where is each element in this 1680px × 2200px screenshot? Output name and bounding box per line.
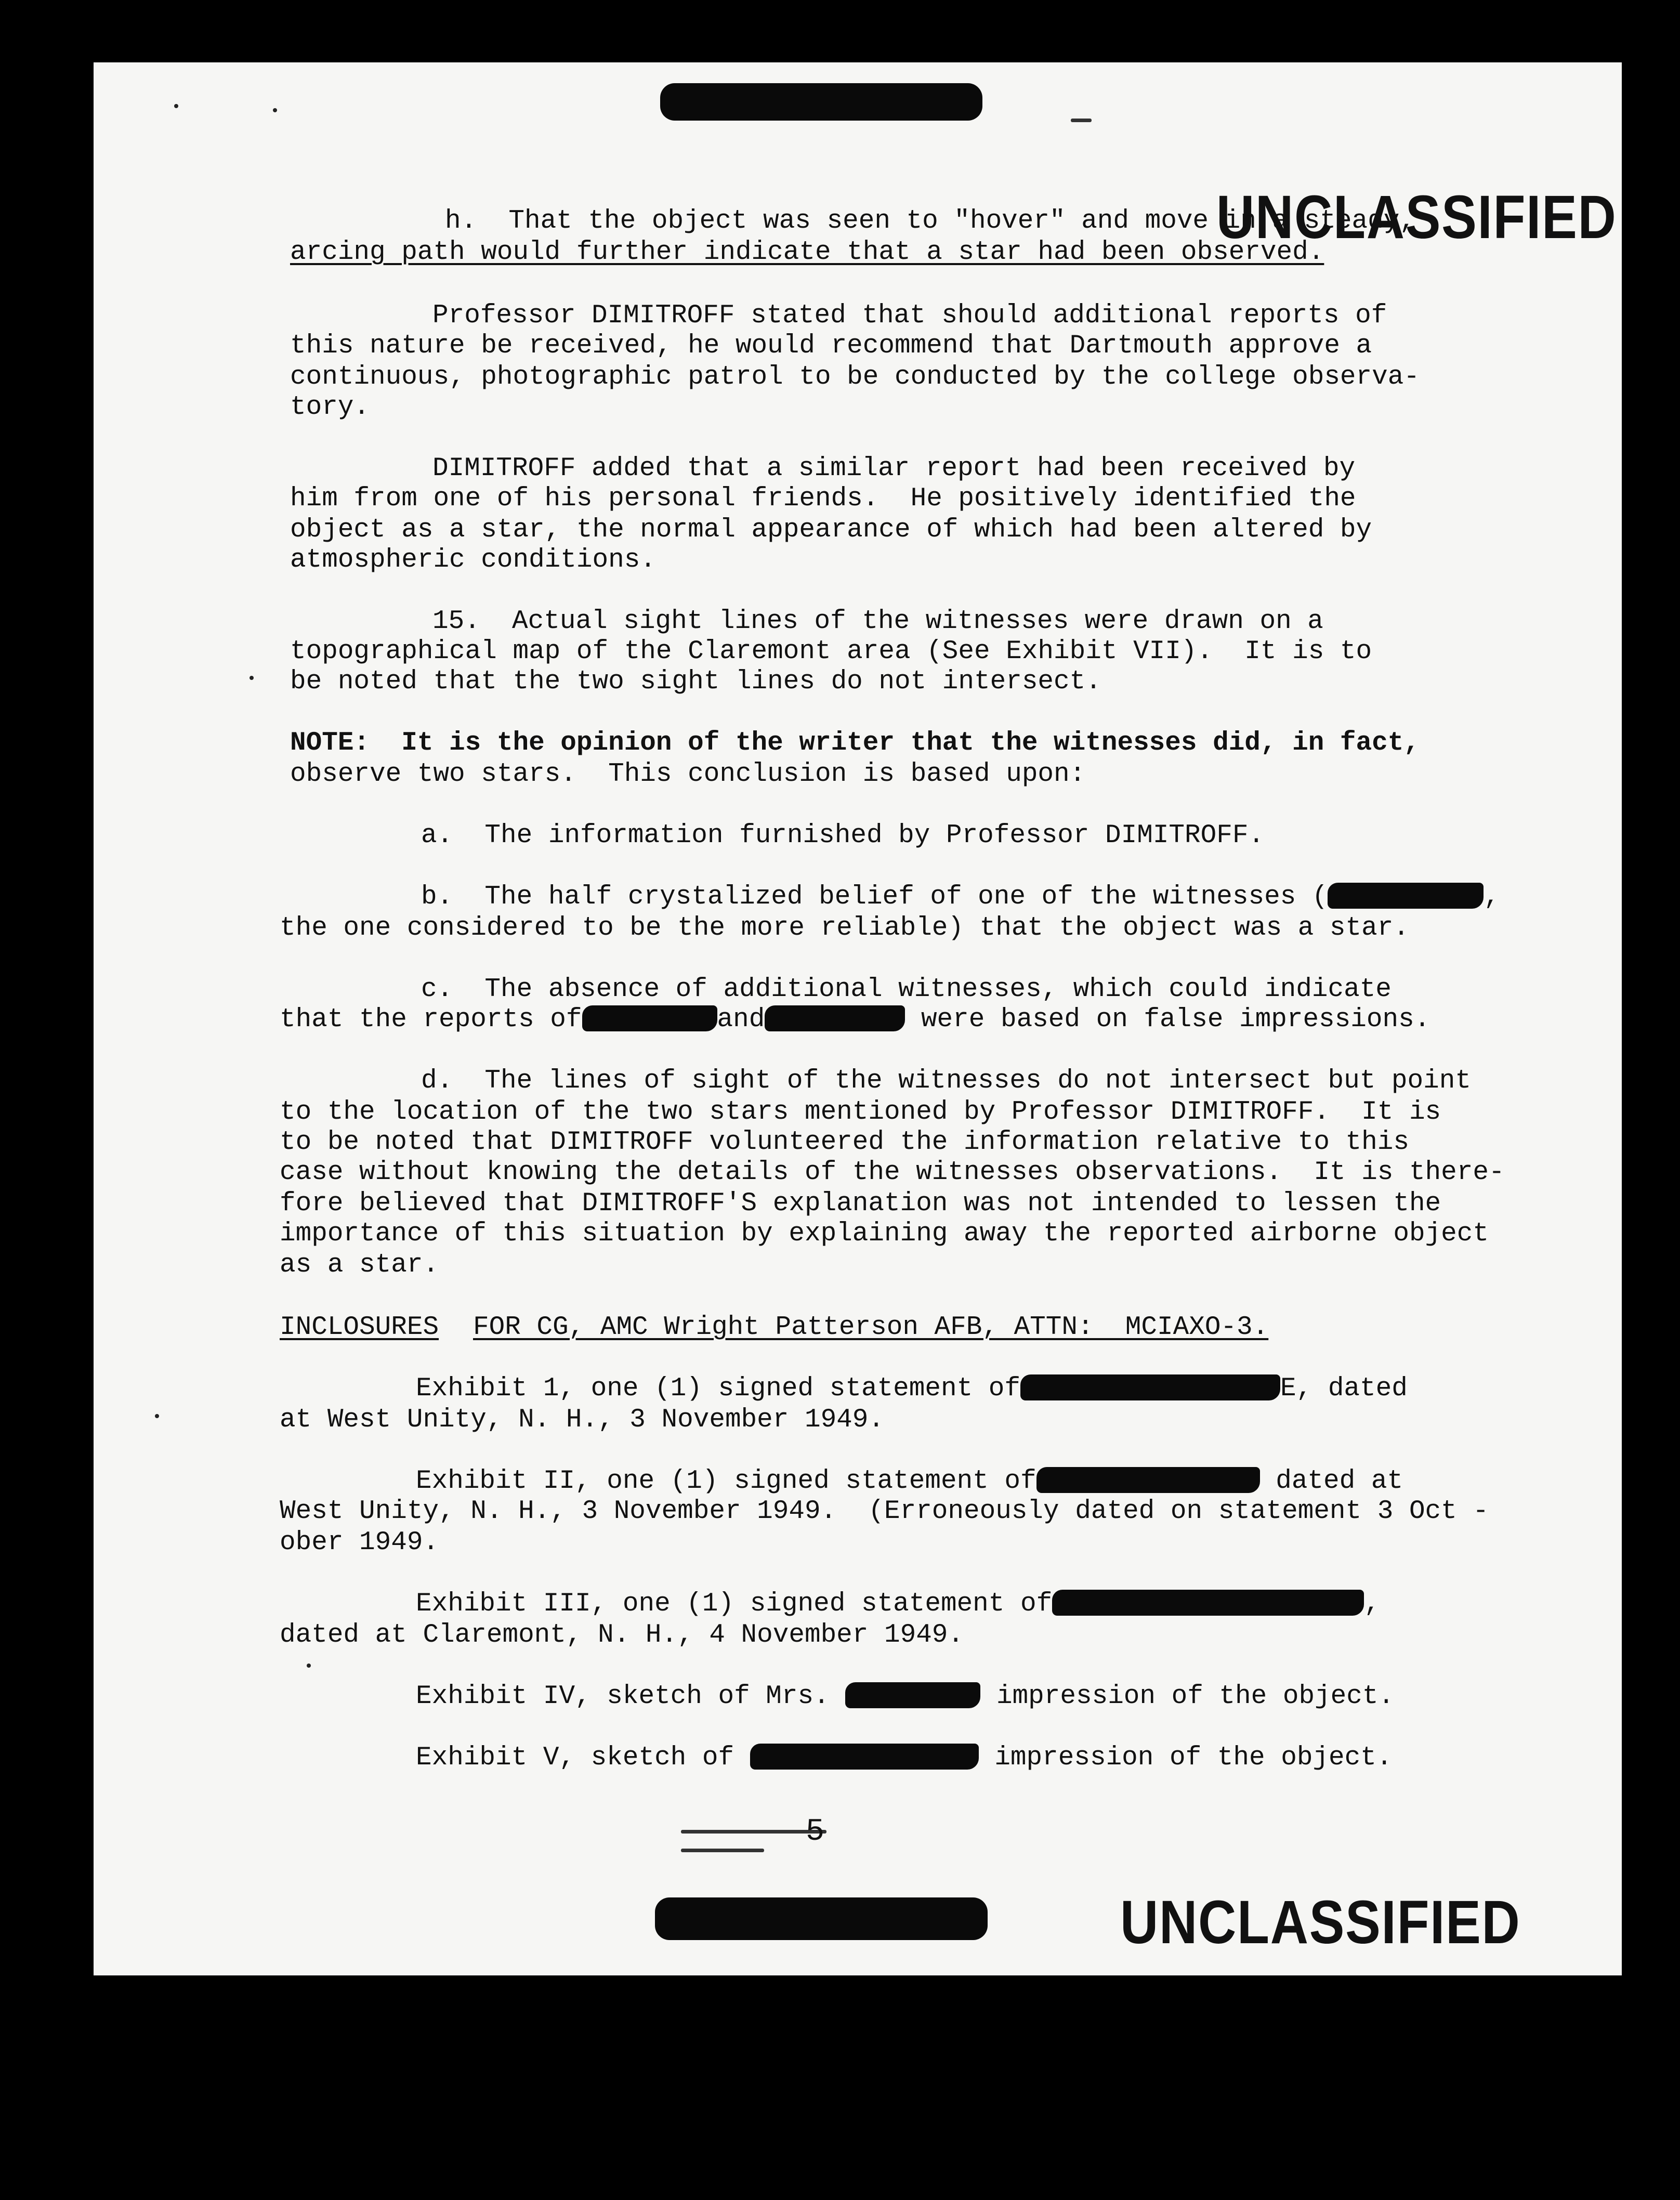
margin-mark: [1071, 119, 1092, 122]
page-number-mark: [681, 1849, 764, 1852]
item-d-line-7: as a star.: [280, 1250, 439, 1280]
exhibit-4: [416, 1681, 1394, 1712]
para-15-line-1: 15. Actual sight lines of the witnesses were drawn on a: [432, 607, 1323, 636]
margin-speck: [273, 108, 277, 112]
exhibit-2-line-3: ober 1949.: [280, 1528, 439, 1557]
recommend-line-1: Professor DIMITROFF stated that should additional reports of: [432, 301, 1387, 331]
item-d-line-3: to be noted that DIMITROFF volunteered the information relative to this: [280, 1128, 1409, 1157]
classification-stamp-top: UNCLASSIFIED: [1216, 183, 1617, 252]
para-15-line-3: be noted that the two sight lines do not intersect.: [290, 667, 1101, 697]
item-b-text: b. The half crystalized belief of one of the witnesses (: [421, 882, 1328, 912]
exhibit-4-text: Exhibit IV, sketch of Mrs.: [416, 1682, 830, 1711]
classification-stamp-bottom: UNCLASSIFIED: [1120, 1888, 1521, 1957]
exhibit-5: [416, 1743, 1392, 1774]
similar-line-1: DIMITROFF added that a similar report had been received by: [432, 454, 1356, 483]
recommend-line-4: tory.: [290, 392, 370, 422]
similar-line-2: him from one of his personal friends. He positively identified the: [290, 484, 1356, 514]
margin-speck: [155, 1414, 159, 1418]
exhibit-4-impression: impression of the object.: [996, 1682, 1395, 1711]
exhibit-2-line-1: [416, 1466, 1403, 1497]
item-c-text-b: and: [717, 1005, 765, 1034]
exhibit-1-line-2: at West Unity, N. H., 3 November 1949.: [280, 1405, 884, 1435]
document-page: [94, 62, 1622, 1975]
item-d-line-5: fore believed that DIMITROFF'S explanation was not intended to lessen the: [280, 1189, 1441, 1219]
page-number: 5: [806, 1814, 825, 1850]
note-line-1: NOTE: It is the opinion of the writer that the witnesses did, in fact,: [290, 728, 1420, 758]
h-item-line-2: arcing path would further indicate that a star had been observed.: [290, 238, 1324, 267]
h-item-line-1: h. That the object was seen to "hover" and move in a steady,: [445, 206, 1415, 236]
exhibit-3-line-2: dated at Claremont, N. H., 4 November 1949.: [280, 1620, 964, 1650]
exhibit-3-comma: ,: [1364, 1589, 1380, 1619]
exhibit-2-text: Exhibit II, one (1) signed statement of: [416, 1466, 1036, 1496]
exhibit-2-dated: dated at: [1259, 1466, 1403, 1496]
item-d-line-6: importance of this situation by explaining away the reported airborne object: [280, 1219, 1489, 1249]
similar-line-3: object as a star, the normal appearance of which had been altered by: [290, 515, 1372, 545]
para-15-line-2: topographical map of the Claremont area (See Exhibit VII). It is to: [290, 637, 1372, 666]
note-line-2: observe two stars. This conclusion is based upon:: [290, 759, 1086, 789]
margin-speck: [174, 104, 178, 108]
exhibit-3-line-1: [416, 1589, 1380, 1620]
exhibit-5-text: Exhibit V, sketch of: [416, 1743, 734, 1773]
item-d-line-2: to the location of the two stars mentioned by Professor DIMITROFF. It is: [280, 1097, 1441, 1127]
item-d-line-4: case without knowing the details of the witnesses observations. It is there-: [280, 1158, 1505, 1187]
redacted-witness-name: [1052, 1590, 1364, 1616]
redacted-witness-name: [765, 1005, 905, 1031]
item-d-line-1: d. The lines of sight of the witnesses do not intersect but point: [421, 1066, 1471, 1096]
exhibit-1-line-1: [416, 1373, 1408, 1405]
recommend-line-3: continuous, photographic patrol to be conducted by the college observa-: [290, 362, 1420, 392]
exhibit-1-text: Exhibit 1, one (1) signed statement of: [416, 1374, 1020, 1404]
redacted-witness-name: [1036, 1467, 1260, 1493]
redacted-classification-top: [660, 83, 982, 121]
item-c-line-1: c. The absence of additional witnesses, which could indicate: [421, 975, 1392, 1004]
item-c-text-a: that the reports of: [280, 1005, 582, 1034]
margin-speck: [307, 1664, 311, 1668]
exhibit-3-text: Exhibit III, one (1) signed statement of: [416, 1589, 1053, 1619]
item-a: a. The information furnished by Professor DIMITROFF.: [421, 821, 1265, 850]
margin-speck: [250, 676, 254, 680]
inclosures-routing: FOR CG, AMC Wright Patterson AFB, ATTN: MCIAXO-3.: [473, 1313, 1269, 1342]
item-b-line-2: the one considered to be the more reliable) that the object was a star.: [280, 913, 1409, 943]
redacted-witness-name: [582, 1005, 717, 1031]
redacted-witness-name: [1020, 1374, 1280, 1400]
redacted-witness-name: [1328, 883, 1484, 909]
recommend-line-2: this nature be received, he would recommend that Dartmouth approve a: [290, 331, 1372, 361]
inclosures-heading: INCLOSURES: [280, 1313, 439, 1342]
exhibit-1-dated: E, dated: [1280, 1374, 1408, 1404]
similar-line-4: atmospheric conditions.: [290, 545, 656, 575]
redacted-witness-name: [845, 1682, 980, 1708]
exhibit-2-line-2: West Unity, N. H., 3 November 1949. (Erroneously dated on statement 3 Oct -: [280, 1497, 1489, 1526]
redacted-classification-bottom: [655, 1897, 988, 1940]
item-b-line-1: [421, 882, 1500, 913]
exhibit-5-impression: impression of the object.: [994, 1743, 1393, 1773]
item-c-line-2: [280, 1004, 1430, 1036]
redacted-witness-name: [750, 1744, 979, 1770]
page-number-mark: [681, 1830, 826, 1834]
item-c-text-c: were based on false impressions.: [921, 1005, 1430, 1034]
item-b-comma: ,: [1484, 882, 1500, 912]
